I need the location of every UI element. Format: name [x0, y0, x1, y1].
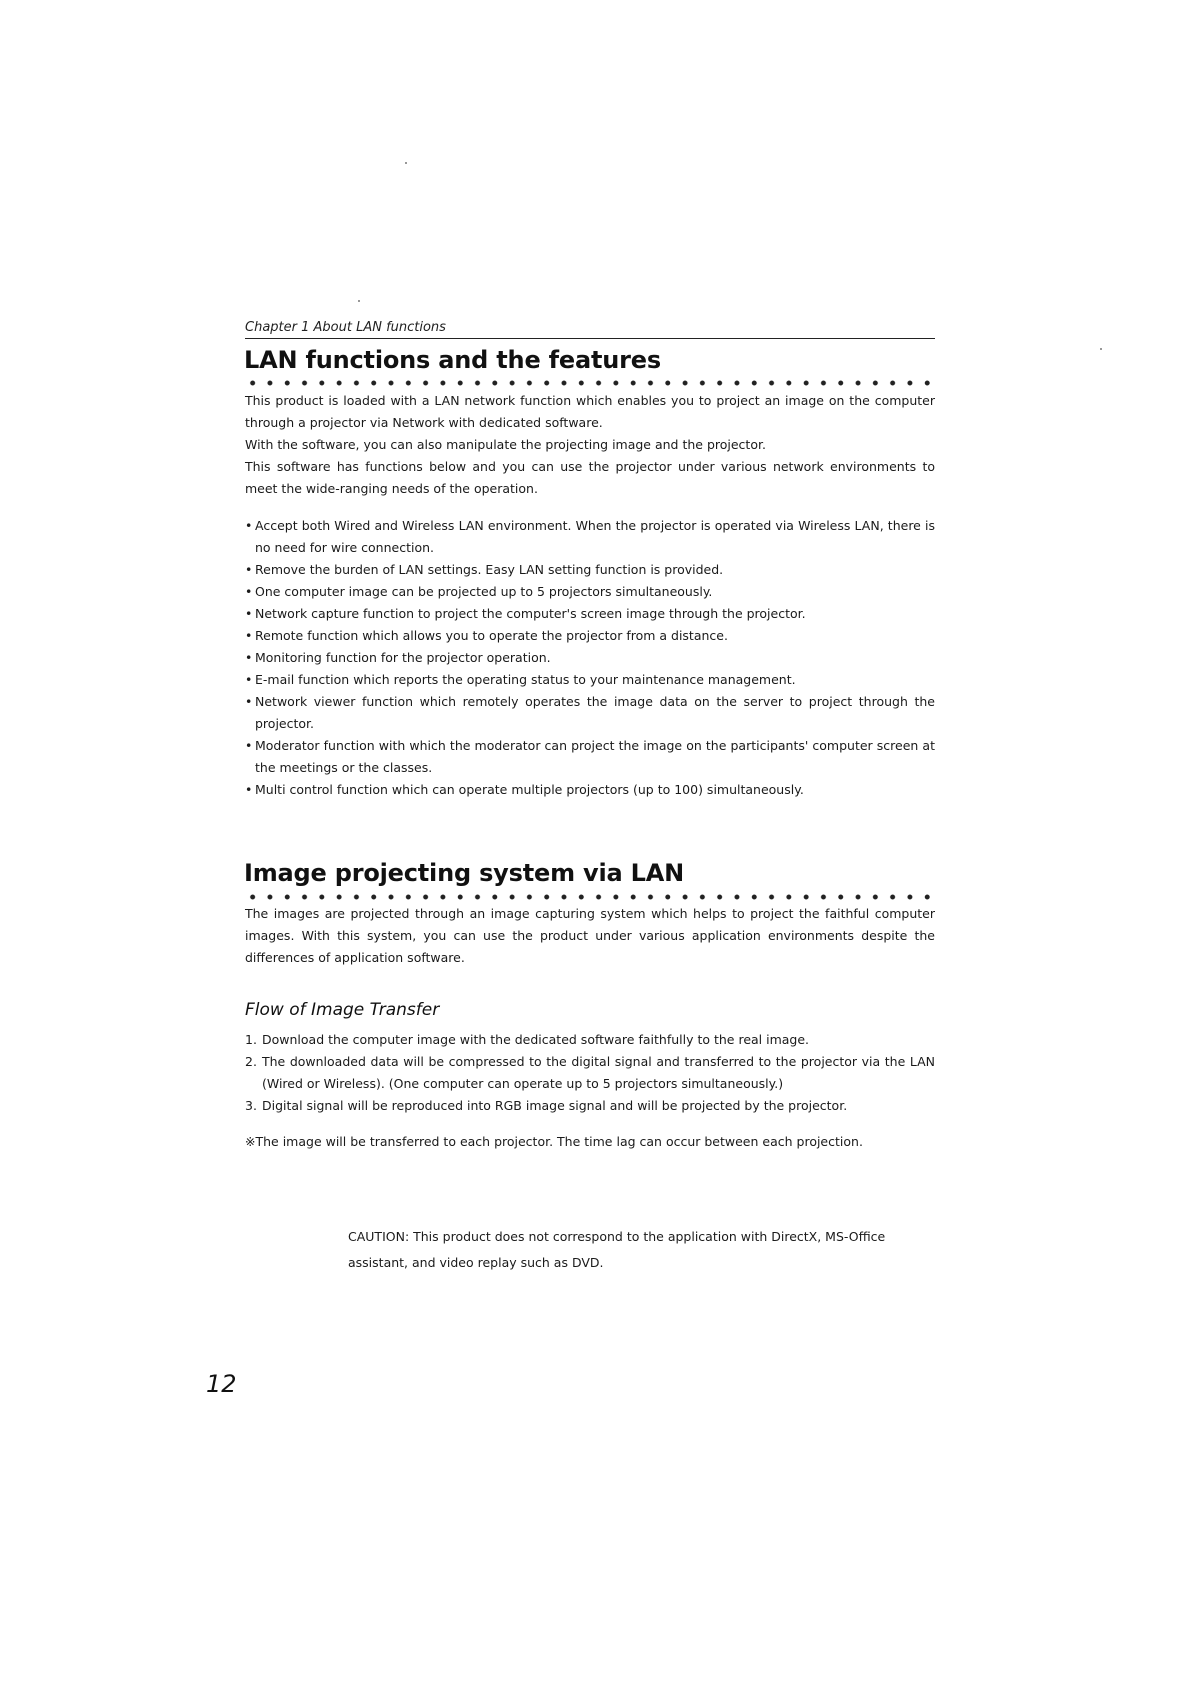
intro-paragraph: This software has functions below and you can use the projector under various network environments to meet the wide-ranging needs of the operation. — [245, 459, 935, 496]
feature-item — [245, 779, 935, 801]
step-text: Download the computer image with the dedicated software faithfully to the real image. — [262, 1032, 810, 1047]
feature-text: Network viewer function which remotely operates the image data on the server to project through the projector. — [255, 694, 935, 731]
feature-text: Network capture function to project the computer's screen image through the projector. — [255, 606, 806, 621]
feature-text: One computer image can be projected up to 5 projectors simultaneously. — [255, 584, 713, 599]
bullet-icon: • — [245, 694, 253, 709]
feature-item — [245, 647, 935, 669]
step-item — [245, 1029, 935, 1051]
bullet-icon: • — [245, 584, 253, 599]
bullet-icon: • — [245, 606, 253, 621]
feature-item — [245, 691, 935, 735]
feature-item — [245, 669, 935, 691]
feature-item — [245, 581, 935, 603]
projecting-paragraph: The images are projected through an image capturing system which helps to project the faithful computer images. With this system, you can use the product under various application environments despite the differences of application software. — [245, 906, 935, 965]
feature-item — [245, 559, 935, 581]
step-number: 3. — [245, 1098, 257, 1113]
bullet-icon: • — [245, 738, 253, 753]
dotted-divider — [244, 892, 936, 902]
step-text: The downloaded data will be compressed to the digital signal and transferred to the projector via the LAN (Wired or Wireless). (One computer can operate up to 5 projectors simultaneously.) — [262, 1054, 935, 1091]
feature-text: E-mail function which reports the operating status to your maintenance management. — [255, 672, 796, 687]
step-item — [245, 1095, 935, 1117]
step-item — [245, 1051, 935, 1095]
bullet-icon: • — [245, 650, 253, 665]
feature-item — [245, 603, 935, 625]
bullet-icon: • — [245, 562, 253, 577]
bullet-icon: • — [245, 628, 253, 643]
feature-item — [245, 515, 935, 559]
scan-speck — [358, 300, 360, 302]
transfer-steps — [245, 1029, 935, 1117]
dotted-divider — [244, 378, 936, 388]
step-number: 1. — [245, 1032, 257, 1047]
feature-text: Moderator function with which the moderator can project the image on the participants' computer screen at the meetings or the classes. — [255, 738, 935, 775]
bullet-icon: • — [245, 672, 253, 687]
step-number: 2. — [245, 1054, 257, 1069]
feature-text: Remote function which allows you to operate the projector from a distance. — [255, 628, 728, 643]
intro-paragraph: This product is loaded with a LAN network function which enables you to project an image on the computer through a projector via Network with dedicated software. — [245, 393, 935, 430]
bullet-icon: • — [245, 782, 253, 797]
chapter-header: Chapter 1 About LAN functions — [245, 320, 935, 339]
feature-list — [245, 515, 935, 801]
feature-item — [245, 625, 935, 647]
scan-speck — [1100, 348, 1102, 350]
feature-text: Monitoring function for the projector operation. — [255, 650, 551, 665]
section-title-image-projecting: Image projecting system via LAN — [244, 859, 685, 887]
bullet-icon: • — [245, 518, 253, 533]
feature-text: Accept both Wired and Wireless LAN environment. When the projector is operated via Wireless LAN, there is no need for wire connection. — [255, 518, 935, 555]
subtitle-flow-of-image-transfer: Flow of Image Transfer — [245, 1000, 440, 1020]
feature-item — [245, 735, 935, 779]
section-title-lan-functions: LAN functions and the features — [244, 346, 661, 374]
feature-text: Remove the burden of LAN settings. Easy LAN setting function is provided. — [255, 562, 724, 577]
intro-paragraph: With the software, you can also manipulate the projecting image and the projector. — [245, 437, 766, 452]
transfer-note: ※The image will be transferred to each projector. The time lag can occur between each projection. — [245, 1134, 863, 1149]
feature-text: Multi control function which can operate multiple projectors (up to 100) simultaneously. — [255, 782, 804, 797]
step-text: Digital signal will be reproduced into RGB image signal and will be projected by the projector. — [262, 1098, 848, 1113]
caution-text: CAUTION: This product does not correspond to the application with DirectX, MS-Office assistant, and video replay such as DVD. — [348, 1229, 886, 1270]
scan-speck — [405, 162, 407, 164]
page-number: 12 — [206, 1370, 237, 1398]
